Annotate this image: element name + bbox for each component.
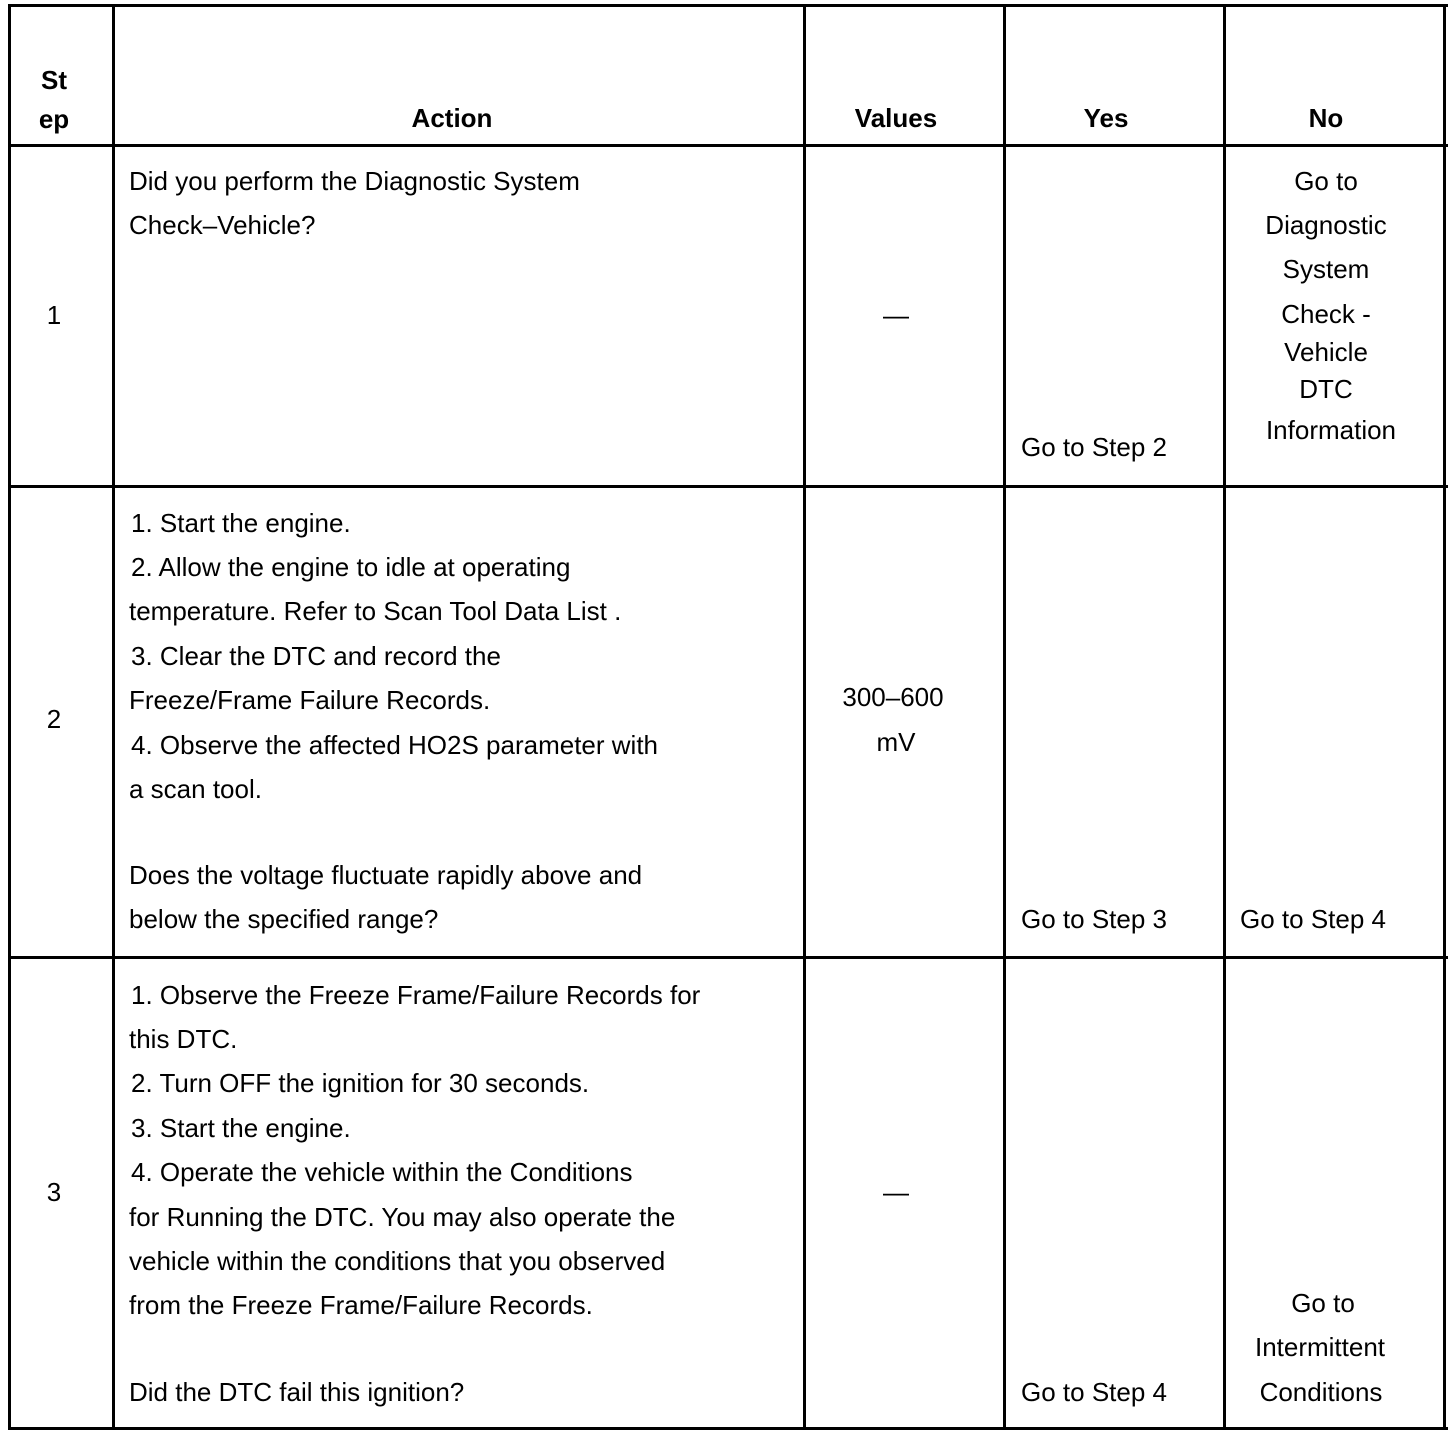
action-line: from the Freeze Frame/Failure Records. — [129, 1290, 593, 1320]
col-divider — [112, 7, 115, 1427]
value-cell-line: mV — [876, 727, 916, 757]
action-line: 1. Start the engine. — [131, 508, 351, 538]
row-divider — [11, 144, 1448, 147]
col-divider — [1003, 7, 1006, 1427]
yes-cell: Go to Step 4 — [1021, 1377, 1167, 1407]
action-line: 3. Clear the DTC and record the — [131, 641, 501, 671]
action-line: Did you perform the Diagnostic System — [129, 166, 580, 196]
question-line: below the specified range? — [129, 904, 439, 934]
header-action: Action — [411, 103, 493, 133]
no-cell-line: Check - — [1281, 299, 1371, 329]
header-step-line1: St — [41, 65, 67, 95]
header-step-line2: ep — [38, 104, 70, 134]
action-line: Check–Vehicle? — [129, 210, 316, 240]
no-cell-line: Diagnostic — [1265, 210, 1387, 240]
no-cell-line: Conditions — [1259, 1377, 1383, 1407]
action-line: Freeze/Frame Failure Records. — [129, 685, 491, 715]
action-line: 1. Observe the Freeze Frame/Failure Records for — [131, 980, 701, 1010]
step-number: 3 — [46, 1177, 62, 1207]
action-line: temperature. Refer to Scan Tool Data List . — [129, 596, 622, 626]
no-cell-line: Go to — [1294, 166, 1358, 196]
header-yes: Yes — [1083, 103, 1129, 133]
row-divider — [11, 485, 1448, 488]
action-line: vehicle within the conditions that you observed — [129, 1246, 666, 1276]
no-cell-line: DTC — [1299, 374, 1353, 404]
action-line: for Running the DTC. You may also operate the — [129, 1202, 676, 1232]
no-cell-line: System — [1282, 254, 1370, 284]
question-line: Does the voltage fluctuate rapidly above and — [129, 860, 643, 890]
no-cell-line: Information — [1265, 415, 1397, 445]
action-line: this DTC. — [129, 1024, 238, 1054]
value-cell: — — [883, 1177, 909, 1207]
step-number: 2 — [46, 704, 62, 734]
question-line: Did the DTC fail this ignition? — [129, 1377, 465, 1407]
value-cell: — — [883, 300, 909, 330]
row-divider — [11, 956, 1448, 959]
no-cell-line: Intermittent — [1254, 1332, 1386, 1362]
header-values: Values — [854, 103, 938, 133]
no-cell: Go to Step 4 — [1240, 904, 1386, 934]
action-line: a scan tool. — [129, 774, 262, 804]
no-cell-line: Vehicle — [1284, 337, 1368, 367]
step-number: 1 — [46, 300, 62, 330]
no-cell-line: Go to — [1291, 1288, 1355, 1318]
yes-cell: Go to Step 2 — [1021, 432, 1167, 462]
action-line: 3. Start the engine. — [131, 1113, 351, 1143]
yes-cell: Go to Step 3 — [1021, 904, 1167, 934]
col-divider — [1443, 7, 1446, 1427]
action-line: 2. Turn OFF the ignition for 30 seconds. — [131, 1068, 590, 1098]
action-line: 2. Allow the engine to idle at operating — [131, 552, 571, 582]
action-line: 4. Operate the vehicle within the Conditions — [131, 1157, 633, 1187]
value-cell-line: 300–600 — [842, 682, 944, 712]
header-no: No — [1308, 103, 1344, 133]
action-line: 4. Observe the affected HO2S parameter with — [131, 730, 659, 760]
